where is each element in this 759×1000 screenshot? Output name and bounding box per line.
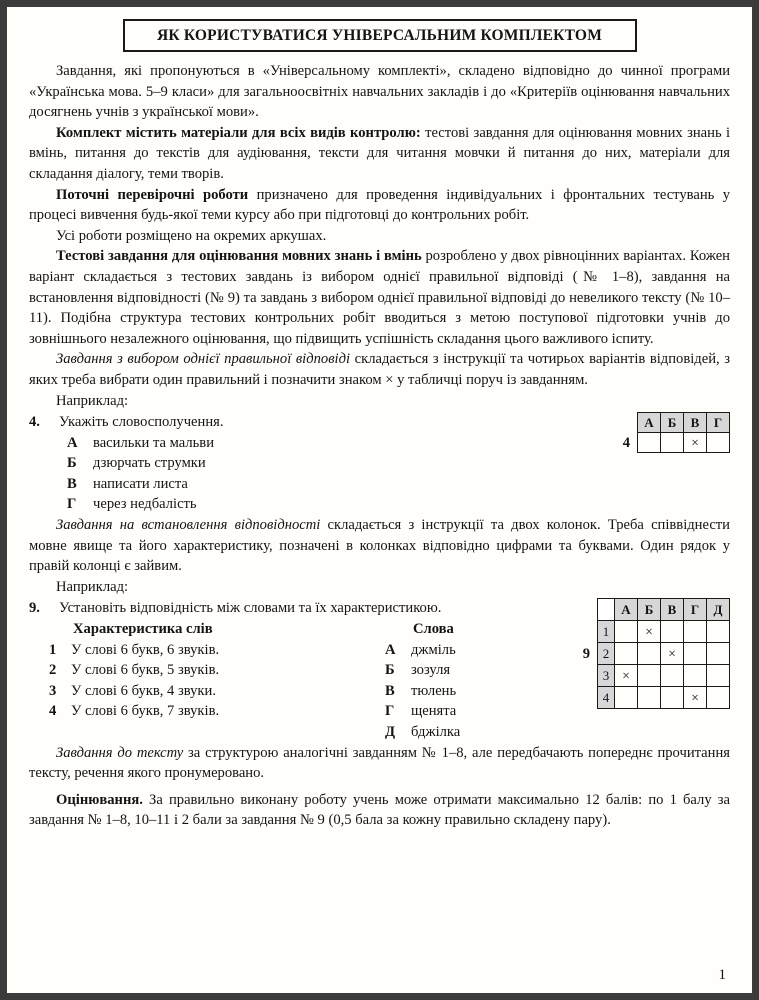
paragraph-text: складається з інструкції та двох колонок. Треба співвіднести мовне явище та його характеристику, позначені в колонках відповідно цифрами та буквами. Один рядок у правій колонці є зайвим. <box>29 517 730 575</box>
option-letter: В <box>67 475 77 492</box>
characteristic-number: 4 <box>49 703 57 720</box>
table-header-cell: Б <box>638 599 661 621</box>
answer-cell <box>638 433 661 453</box>
table-header-cell: Д <box>707 599 730 621</box>
table-answer-row <box>638 433 730 453</box>
answer-table-q4 <box>637 412 730 453</box>
words-column <box>385 619 460 743</box>
paragraph-grading <box>29 790 730 831</box>
option-row <box>29 453 574 474</box>
answer-cell <box>638 665 661 687</box>
characteristic-number: 3 <box>49 682 57 699</box>
paragraph-lead: Оцінювання. <box>56 791 143 808</box>
table-header-cell: А <box>615 599 638 621</box>
table-header-row <box>638 413 730 433</box>
answer-cell <box>707 665 730 687</box>
option-row <box>29 474 574 495</box>
word-row <box>385 681 460 702</box>
paragraph-separate-sheets <box>29 226 730 247</box>
paragraph-kit-contents <box>29 123 730 185</box>
task-number: 4. <box>29 414 40 431</box>
paragraph-single-choice <box>29 349 730 390</box>
answer-cell <box>638 687 661 709</box>
paragraph-text: складається з інструкції та чотирьох варіантів відповідей, з яких треба вибрати один правильний і позначити знаком × у табличці поруч із завданням. <box>29 351 730 388</box>
answer-cell <box>707 687 730 709</box>
answer-table-q4-wrap <box>623 412 730 454</box>
table-corner-cell <box>598 599 615 621</box>
paragraph-text: Завдання, які пропонуються в «Універсальному комплекті», складено відповідно до чинної програми «Українська мова. 5–9 класи» для загальноосвітніх навчальних закладів і до «Критеріїв оцінювання навчальних досягнень учнів з української мови». <box>29 63 730 121</box>
paragraph-text: за структурою аналогічні завданням № 1–8, але передбачають попереднє прочитання тексту, речення якого пронумеровано. <box>29 744 730 782</box>
table-answer-row <box>598 687 730 709</box>
paragraph-lead: Поточні перевірочні роботи <box>56 186 249 203</box>
table-header-cell: Г <box>684 599 707 621</box>
table-header-cell: В <box>684 413 707 433</box>
word-row <box>385 722 460 743</box>
answer-cell <box>661 687 684 709</box>
table-answer-row <box>598 643 730 665</box>
table-header-cell: Б <box>661 413 684 433</box>
paragraph-text: тестові завдання для оцінювання мовних знань і вмінь, питання до текстів для аудіювання, тексти для читання мовчки й питання до них, матеріали для складання діалогу, теми творів. <box>29 124 730 182</box>
word-letter: В <box>385 682 395 699</box>
paragraph-current-tests <box>29 185 730 226</box>
answer-cell <box>661 433 684 453</box>
table-row-number: 1 <box>598 621 615 643</box>
characteristics-column <box>49 619 345 743</box>
answer-cell <box>707 643 730 665</box>
characteristic-number: 1 <box>49 641 57 658</box>
answer-cell: × <box>684 433 707 453</box>
task-question: Укажіть словосполучення. <box>59 414 224 431</box>
table-row-number: 4 <box>598 687 615 709</box>
page-number: 1 <box>718 967 726 983</box>
paragraph-text: За правильно виконану роботу учень може отримати максимально 12 балів: по 1 балу за завдання № 1–8, 10–11 і 2 бали за завдання № 9 (0,5 бала за кожну правильно складену пару). <box>29 791 730 829</box>
example-label-1: Наприклад: <box>56 392 129 409</box>
paragraph-text: розроблено у двох рівноцінних варіантах. Кожен варіант складається з тестових завдань із вибором однієї правильної відповіді (№ 1–8), завдання на встановлення відповідності (№ 9) та завдань з вибором однієї правильної відповіді до невеликого тексту (№ 10–11). Подібна структура тестових контрольних робіт вводиться з метою поступової підготовки учнів до зовнішнього незалежного оцінювання, що підвищить успішність складання цього важливого іспиту. <box>29 248 730 347</box>
option-text: через недбалість <box>93 496 197 513</box>
table-header-cell: А <box>638 413 661 433</box>
page-title: ЯК КОРИСТУВАТИСЯ УНІВЕРСАЛЬНИМ КОМПЛЕКТОМ <box>156 27 603 44</box>
task-number: 9. <box>29 600 40 617</box>
answer-cell <box>684 665 707 687</box>
word-text: тюлень <box>411 682 457 699</box>
option-letter: Г <box>67 496 77 513</box>
answer-cell: × <box>661 643 684 665</box>
word-row <box>385 701 460 722</box>
answer-cell: × <box>684 687 707 709</box>
page-title-box <box>123 19 637 52</box>
paragraph-matching <box>29 515 730 577</box>
example-task-9 <box>29 598 730 742</box>
option-text: дзюрчать струмки <box>93 455 206 472</box>
table-answer-row <box>598 621 730 643</box>
characteristic-text: У слові 6 букв, 7 звуків. <box>71 703 220 720</box>
word-letter: Б <box>385 662 395 679</box>
paragraph-intro <box>29 61 730 123</box>
table-header-cell: Г <box>707 413 730 433</box>
paragraph-lead: Завдання на встановлення відповідності <box>56 517 321 534</box>
word-text: бджілка <box>411 724 461 740</box>
word-row <box>385 640 460 661</box>
answer-table-q9 <box>597 598 730 709</box>
word-row <box>385 660 460 681</box>
paragraph-lead: Комплект містить матеріали для всіх видів контролю: <box>56 124 421 141</box>
characteristic-row <box>49 640 345 661</box>
task-question: Установіть відповідність між словами та їх характеристикою. <box>59 600 442 617</box>
word-letter: Д <box>385 724 396 740</box>
word-text: зозуля <box>411 662 451 679</box>
task-question-row <box>29 598 574 619</box>
table-row-label: 9 <box>582 646 590 663</box>
paragraph-text-tasks <box>29 743 730 784</box>
answer-cell <box>707 621 730 643</box>
characteristic-text: У слові 6 букв, 5 звуків. <box>71 662 220 679</box>
task-question-row <box>29 412 574 433</box>
answer-cell <box>638 643 661 665</box>
page-content <box>7 61 752 831</box>
paragraph-text: призначено для проведення індивідуальних і фронтальних тестувань у процесі вивчення будь-якої теми курсу або при підготовці до контрольних робіт. <box>29 186 730 224</box>
paragraph-text: Усі роботи розміщено на окремих аркушах. <box>56 227 327 244</box>
paragraph-lead: Завдання з вибором однієї правильної відповіді <box>56 351 351 368</box>
column-header: Слова <box>413 621 454 638</box>
characteristic-text: У слові 6 букв, 4 звуки. <box>71 682 216 699</box>
option-text: васильки та мальви <box>93 434 215 451</box>
column-header: Характеристика слів <box>73 621 213 638</box>
table-row-number: 2 <box>598 643 615 665</box>
table-row-number: 3 <box>598 665 615 687</box>
answer-cell: × <box>615 665 638 687</box>
option-letter: Б <box>67 455 77 472</box>
word-text: джміль <box>411 641 456 658</box>
table-header-cell: В <box>661 599 684 621</box>
answer-cell <box>661 621 684 643</box>
table-row-label: 4 <box>622 435 630 452</box>
paragraph-test-structure <box>29 246 730 349</box>
characteristic-row <box>49 660 345 681</box>
option-text: написати листа <box>93 475 188 492</box>
word-letter: А <box>385 641 396 658</box>
answer-cell: × <box>638 621 661 643</box>
paragraph-lead: Завдання до тексту <box>56 744 184 761</box>
word-text: щенята <box>411 703 457 720</box>
option-row <box>29 433 574 454</box>
example-4-body <box>29 412 574 515</box>
table-answer-row <box>598 665 730 687</box>
table-header-row <box>598 599 730 621</box>
option-letter: А <box>67 434 78 451</box>
answer-cell <box>615 621 638 643</box>
characteristic-text: У слові 6 букв, 6 звуків. <box>71 641 220 658</box>
characteristic-number: 2 <box>49 662 57 679</box>
answer-cell <box>615 643 638 665</box>
characteristic-row <box>49 681 345 702</box>
option-row <box>29 494 574 515</box>
answer-cell <box>615 687 638 709</box>
answer-cell <box>707 433 730 453</box>
example-9-body <box>29 598 574 742</box>
answer-table-q9-wrap <box>583 598 730 709</box>
answer-cell <box>684 621 707 643</box>
answer-cell <box>684 643 707 665</box>
word-letter: Г <box>385 703 395 720</box>
matching-columns <box>29 619 574 743</box>
paragraph-lead: Тестові завдання для оцінювання мовних знань і вмінь <box>56 248 422 265</box>
characteristic-row <box>49 701 345 722</box>
answer-cell <box>661 665 684 687</box>
example-task-4 <box>29 412 730 515</box>
example-label-2: Наприклад: <box>56 578 129 595</box>
